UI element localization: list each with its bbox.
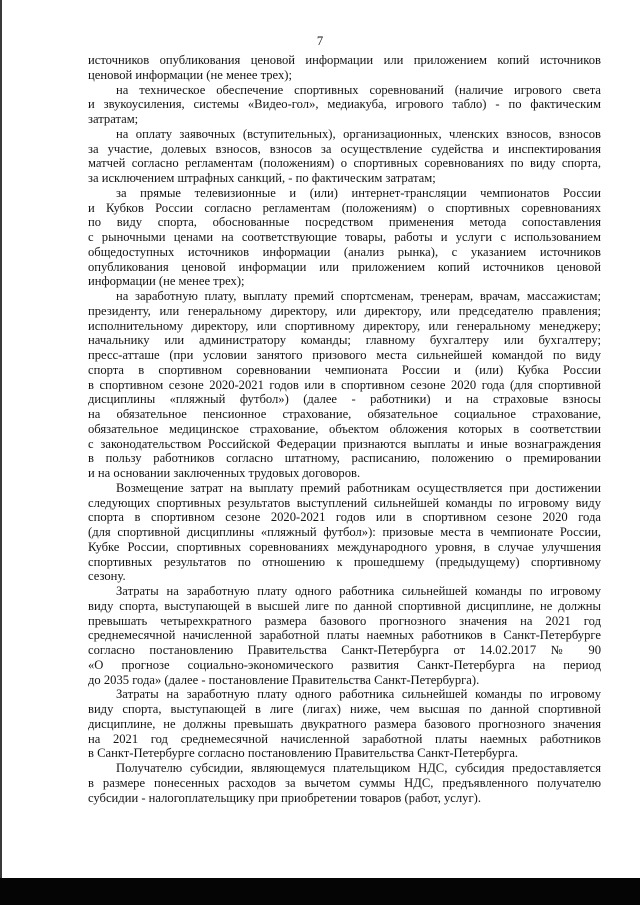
text-line: ценовой информации (не менее трех);: [88, 67, 292, 82]
text-line: субсидии - налогоплательщику при приобретении товаров (работ, услуг).: [88, 790, 481, 805]
text-line: начальнику или администратору команды; главному бухгалтеру или бухгалтеру;: [88, 333, 601, 348]
text-line: Возмещение затрат на выплату премий работникам осуществляется при достижении: [116, 480, 601, 495]
paragraph: [88, 53, 601, 83]
text-line: спорта в спортивном сезоне 2020-2021 годов или в спортивном сезоне 2020 года: [88, 510, 601, 525]
text-line: Затраты на заработную плату одного работника сильнейшей команды по игровому: [116, 584, 601, 598]
text-line: следующих спортивных результатов выступлений сильнейшей команды по игровому виду: [88, 495, 601, 510]
text-line: на обязательное пенсионное страхование, обязательное социальное страхование,: [88, 407, 601, 421]
text-line: обязательное медицинское страхование, объектом обложения которых в соответствии: [88, 421, 601, 436]
page-number: 7: [316, 34, 324, 48]
text-line: источников опубликования ценовой информации или приложением копий источников: [88, 53, 601, 67]
scan-bottom-band: [0, 878, 640, 905]
text-line: с законодательством Российской Федерации признаются выплаты и иные вознаграждения: [88, 436, 601, 451]
scan-left-edge: [0, 0, 2, 905]
paragraph: [88, 83, 601, 127]
text-line: на оплату заявочных (вступительных), организационных, членских взносов, взносов: [116, 126, 601, 141]
text-line: в пользу работников согласно штатному, расписанию, положению о премировании: [88, 451, 601, 466]
text-line: затратам;: [88, 112, 139, 126]
document-body: [88, 53, 601, 805]
text-line: на заработную плату, выплату премий спортсменам, тренерам, врачам, массажистам;: [116, 289, 601, 303]
text-line: за исключением штрафных санкций, - по фактическим затратам;: [88, 171, 436, 185]
text-line: до 2035 года» (далее - постановление Правительства Санкт-Петербурга).: [88, 672, 480, 687]
text-line: за участие, долевых взносов, взносов за осуществление судейства и инспектирования: [88, 141, 601, 156]
text-line: среднемесячной начисленной заработной платы наемных работников в Санкт-Петербурге: [88, 628, 601, 643]
text-line: информации (не менее трех);: [88, 274, 245, 289]
text-line: за прямые телевизионные и (или) интернет-трансляции чемпионатов России: [116, 185, 601, 200]
text-line: в спортивном сезоне 2020-2021 годов или в спортивном сезоне 2020 года (для спортивной: [88, 377, 601, 392]
text-line: общедоступных источников информации (анализ рынка), с указанием источников: [88, 244, 601, 259]
text-line: спорта в спортивном соревновании чемпионата России и (или) Кубка России: [88, 362, 601, 377]
paragraph: [88, 186, 601, 289]
text-line: Получателю субсидии, являющемуся плательщиком НДС, субсидия предоставляется: [116, 761, 601, 775]
paragraph: [88, 584, 601, 687]
text-line: Затраты на заработную плату одного работника сильнейшей команды по игровому: [116, 687, 601, 702]
text-line: в Санкт-Петербурге согласно постановлению Правительства Санкт-Петербурга.: [88, 746, 519, 761]
text-line: виду спорта, выступающей в лиге (лигах) ниже, чем высшая по данной спортивной: [88, 702, 601, 716]
text-line: сезону.: [88, 569, 126, 584]
text-line: Кубке России, спортивных соревнованиях международного уровня, в случае улучшения: [88, 539, 601, 554]
text-line: и звукоусиления, системы «Видео-гол», медиакуба, игрового табло) - по фактическим: [88, 97, 601, 112]
text-line: исполнительному директору, или спортивному директору, или генеральному менеджеру;: [88, 318, 601, 333]
paragraph: [88, 289, 601, 481]
text-line: на 2021 год среднемесячной начисленной заработной платы наемных работников: [88, 731, 601, 746]
text-line: согласно постановлению Правительства Санкт-Петербурга от 14.02.2017 № 90: [88, 643, 601, 657]
text-line: (для спортивной дисциплины «пляжный футбол»): призовые места в чемпионате России,: [88, 525, 601, 539]
text-line: опубликования ценовой информации или приложением копий источников ценовой: [88, 259, 601, 274]
text-line: пресс-атташе (при условии занятого призового места сильнейшей командой по виду: [88, 348, 601, 362]
text-line: виду спорта, выступающей в высшей лиге по данной спортивной дисциплине, не должны: [88, 598, 601, 613]
text-line: по виду спорта, обоснованные посредством применения метода сопоставления: [88, 215, 601, 230]
text-line: президенту, или генеральному директору, или директору, или председателю правления;: [88, 303, 601, 318]
text-line: превышать четырехкратного размера базового прогнозного значения на 2021 год: [88, 613, 601, 628]
text-line: дисциплине, не должны превышать двукратного размера базового прогнозного значения: [88, 716, 601, 731]
text-line: спортивных результатов по отношению к прошедшему (предыдущему) спортивному: [88, 554, 601, 569]
paragraph: [88, 687, 601, 761]
text-line: в размере понесенных расходов за вычетом суммы НДС, предъявленного получателю: [88, 775, 601, 790]
text-line: матчей согласно регламентам (положениям) о спортивных соревнованиях по виду спорта,: [88, 156, 601, 171]
text-line: и Кубков России согласно регламентам (положениям) о спортивных соревнованиях: [88, 200, 601, 215]
paragraph: [88, 761, 601, 805]
paragraph: [88, 127, 601, 186]
text-line: «О прогнозе социально-экономического развития Санкт-Петербурга на период: [88, 657, 601, 672]
text-line: дисциплины «пляжный футбол») (далее - работники) и на страховые взносы: [88, 392, 601, 407]
text-line: и на основании заключенных трудовых договоров.: [88, 466, 361, 480]
paragraph: [88, 481, 601, 584]
text-line: на техническое обеспечение спортивных соревнований (наличие игрового света: [116, 82, 601, 97]
text-line: с рыночными ценами на соответствующие товары, работы и услуги с использованием: [88, 230, 601, 244]
